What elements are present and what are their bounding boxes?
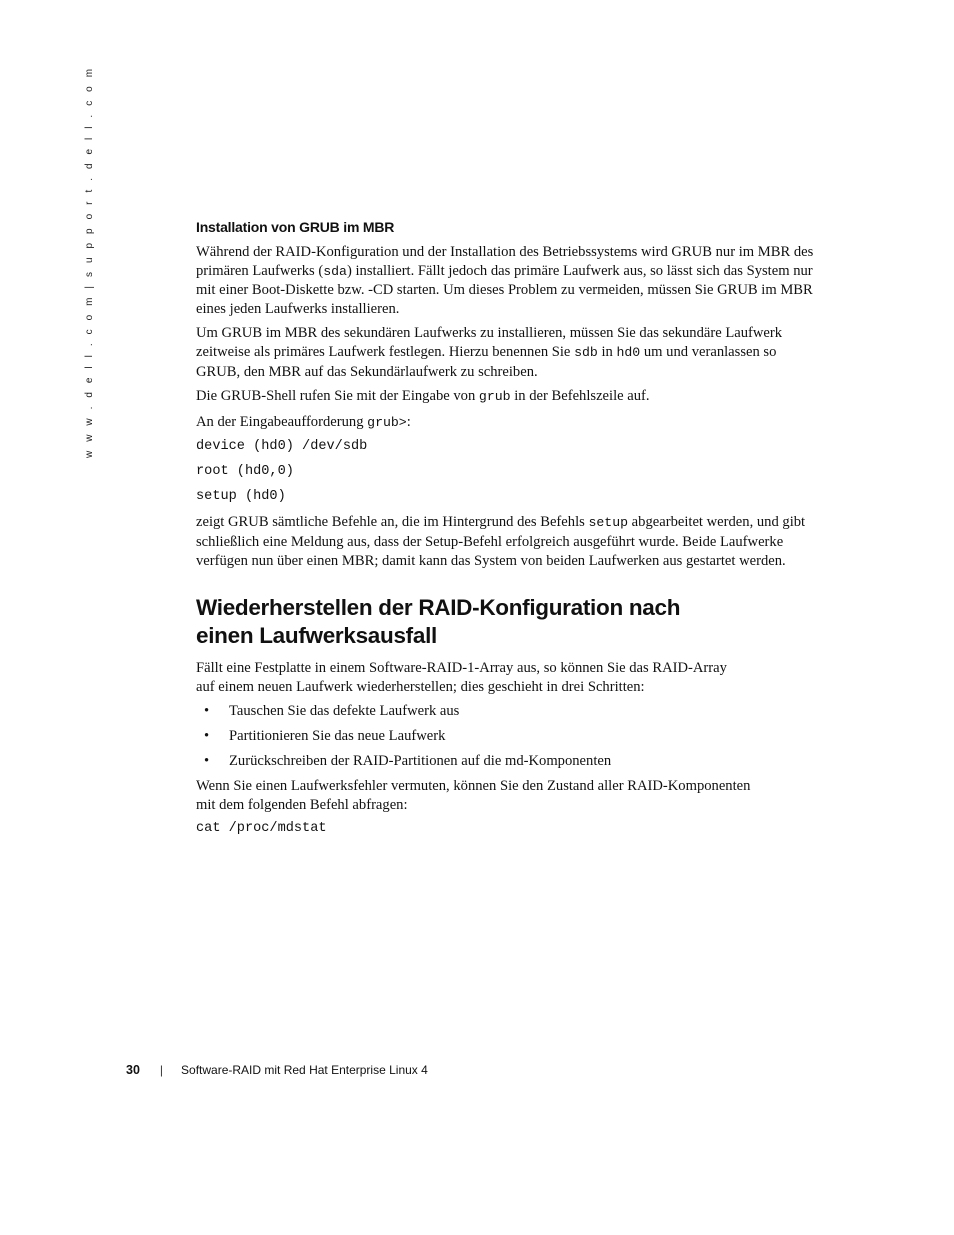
- list-item: [196, 752, 816, 771]
- text-run: Die GRUB-Shell rufen Sie mit der Eingabe von: [196, 388, 479, 405]
- page-number: 30: [126, 1063, 140, 1077]
- text-run: Während der RAID-Konfiguration und der Installation des Betriebssystems wird GRUB nur im MBR des primären Laufwerks (: [196, 244, 814, 279]
- bullet: •: [204, 728, 210, 745]
- section-heading-raid-recovery: [196, 594, 816, 650]
- inline-code-sda: sda: [323, 263, 347, 279]
- text-line: mit dem folgenden Befehl abfragen:: [196, 796, 408, 813]
- command-line: root (hd0,0): [196, 464, 294, 480]
- list-item-text: Tauschen Sie das defekte Laufwerk aus: [229, 703, 460, 720]
- paragraph-raid-intro: [196, 659, 816, 696]
- text-run: abgearbeitet werden, und gibt schließlich eine Meldung aus, dass der Setup-Befehl erfolgreich ausgeführt wurde. Beide Laufwerke verfügen nun über einen MBR; damit kann das System von beiden Laufwerken aus gestartet werden.: [196, 514, 806, 569]
- text-run: um und veranlassen so GRUB, den MBR auf das Sekundärlaufwerk zu schreiben.: [196, 343, 777, 380]
- steps-list: [196, 702, 816, 771]
- text-run: Um GRUB im MBR des sekundären Laufwerks zu installieren, müssen Sie das sekundäre Laufwerk zeitweise als primäres Laufwerk festlegen. Hierzu benennen Sie: [196, 325, 783, 360]
- inline-code-grub-prompt: grub>: [367, 414, 407, 430]
- inline-code-sdb: sdb: [574, 344, 598, 360]
- text-line: Fällt eine Festplatte in einem Software-RAID-1-Array aus, so können Sie das RAID-Array: [196, 660, 727, 677]
- list-item: [196, 702, 816, 721]
- inline-code-setup: setup: [588, 515, 629, 531]
- footer-separator: |: [159, 1063, 164, 1077]
- paragraph-grub-prompt: [196, 413, 816, 433]
- paragraph-grub-intro: [196, 243, 816, 318]
- command-line: device (hd0) /dev/sdb: [196, 439, 368, 455]
- command-line: setup (hd0): [196, 489, 286, 505]
- paragraph-grub-shell: [196, 387, 816, 407]
- inline-code-grub: grub: [478, 389, 511, 405]
- text-run: in: [597, 343, 617, 360]
- page-footer: [126, 1063, 428, 1077]
- section-heading-grub: Installation von GRUB im MBR: [196, 219, 395, 235]
- text-run: An der Eingabeaufforderung: [196, 413, 368, 430]
- paragraph-grub-secondary: [196, 324, 816, 381]
- paragraph-grub-result: [196, 513, 816, 570]
- text-run: zeigt GRUB sämtliche Befehle an, die im Hintergrund des Befehls: [196, 514, 589, 531]
- side-url: w w w . d e l l . c o m | s u p p o r t . d e l l . c o m: [84, 65, 95, 458]
- text-run: ) installiert. Fällt jedoch das primäre Laufwerk aus, so lässt sich das System nur mit einer Boot-Diskette bzw. -CD starten. Um dieses Problem zu vermeiden, müssen Sie GRUB im MBR eines jeden Laufwerks installieren.: [196, 262, 813, 317]
- list-item-text: Partitionieren Sie das neue Laufwerk: [229, 728, 446, 745]
- bullet: •: [204, 703, 210, 720]
- footer-title: Software-RAID mit Red Hat Enterprise Linux 4: [181, 1063, 428, 1077]
- paragraph-raid-check: [196, 777, 816, 814]
- bullet: •: [204, 753, 210, 770]
- text-line: auf einem neuen Laufwerk wiederherstellen; dies geschieht in drei Schritten:: [196, 678, 645, 695]
- heading-line: einen Laufwerksausfall: [196, 623, 437, 649]
- page-content: [196, 219, 816, 845]
- list-item-text: Zurückschreiben der RAID-Partitionen auf die md-Komponenten: [229, 753, 612, 770]
- inline-code-hd0: hd0: [616, 344, 641, 360]
- text-run: in der Befehlszeile auf.: [510, 388, 650, 405]
- list-item: [196, 727, 816, 746]
- text-run: :: [406, 413, 411, 430]
- heading-line: Wiederherstellen der RAID-Konfiguration nach: [196, 595, 681, 621]
- command-line-mdstat: cat /proc/mdstat: [196, 821, 327, 837]
- text-line: Wenn Sie einen Laufwerksfehler vermuten, können Sie den Zustand aller RAID-Komponenten: [196, 778, 751, 795]
